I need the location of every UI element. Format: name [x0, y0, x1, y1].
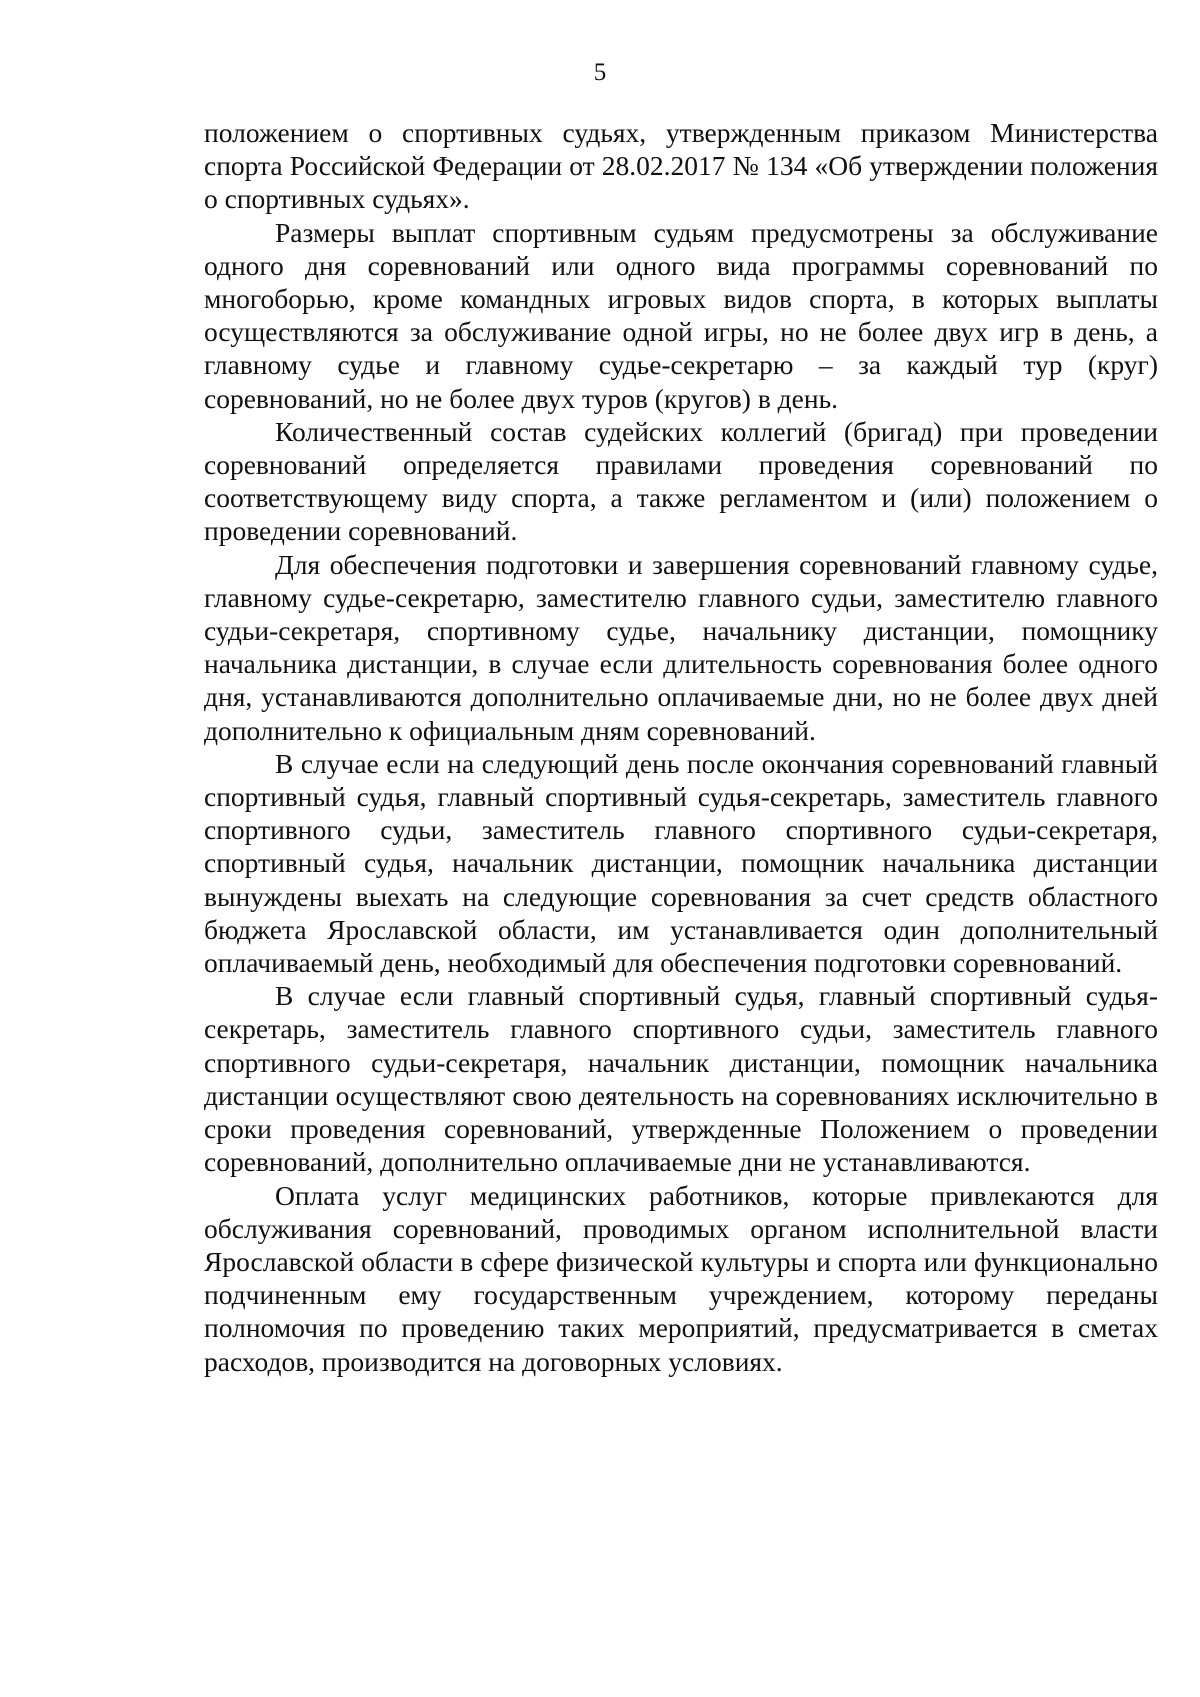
- body-text: [204, 116, 1158, 1378]
- paragraph-5: В случае если на следующий день после окончания соревнований главный спортивный судья, главный спортивный судья-секретарь, заместитель главного спортивного судьи, заместитель главного спортивного судьи-секретаря, спортивный судья, начальник дистанции, помощник начальника дистанции вынуждены выехать на следующие соревнования за счет средств областного бюджета Ярославской области, им устанавливается один дополнительный оплачиваемый день, необходимый для обеспечения подготовки соревнований.: [204, 747, 1158, 979]
- page-number: 5: [593, 59, 607, 86]
- paragraph-1: положением о спортивных судьях, утвержденным приказом Министерства спорта Российской Федерации от 28.02.2017 № 134 «Об утверждении положения о спортивных судьях».: [204, 117, 1158, 215]
- paragraph-2: Размеры выплат спортивным судьям предусмотрены за обслуживание одного дня соревнований или одного вида программы соревнований по многоборью, кроме командных игровых видов спорта, в которых выплаты осуществляются за обслуживание одной игры, но не более двух игр в день, а главному судье и главному судье-секретарю – за каждый тур (круг) соревнований, но не более двух туров (кругов) в день.: [204, 216, 1158, 414]
- paragraph-3: Количественный состав судейских коллегий (бригад) при проведении соревнований определяется правилами проведения соревнований по соответствующему виду спорта, а также регламентом и (или) положением о проведении соревнований.: [204, 415, 1158, 547]
- paragraph-6: В случае если главный спортивный судья, главный спортивный судья-секретарь, заместитель главного спортивного судьи, заместитель главного спортивного судьи-секретаря, начальник дистанции, помощник начальника дистанции осуществляют свою деятельность на соревнованиях исключительно в сроки проведения соревнований, утвержденные Положением о проведении соревнований, дополнительно оплачиваемые дни не устанавливаются.: [204, 980, 1158, 1178]
- paragraph-4: Для обеспечения подготовки и завершения соревнований главному судье, главному судье-секретарю, заместителю главного судьи, заместителю главного судьи-секретаря, спортивному судье, начальнику дистанции, помощнику начальника дистанции, в случае если длительность соревнования более одного дня, устанавливаются дополнительно оплачиваемые дни, но не более двух дней дополнительно к официальным дням соревнований.: [204, 548, 1158, 746]
- paragraph-7: Оплата услуг медицинских работников, которые привлекаются для обслуживания соревнований, проводимых органом исполнительной власти Ярославской области в сфере физической культуры и спорта или функционально подчиненным ему государственным учреждением, которому переданы полномочия по проведению таких мероприятий, предусматривается в сметах расходов, производится на договорных условиях.: [204, 1179, 1158, 1377]
